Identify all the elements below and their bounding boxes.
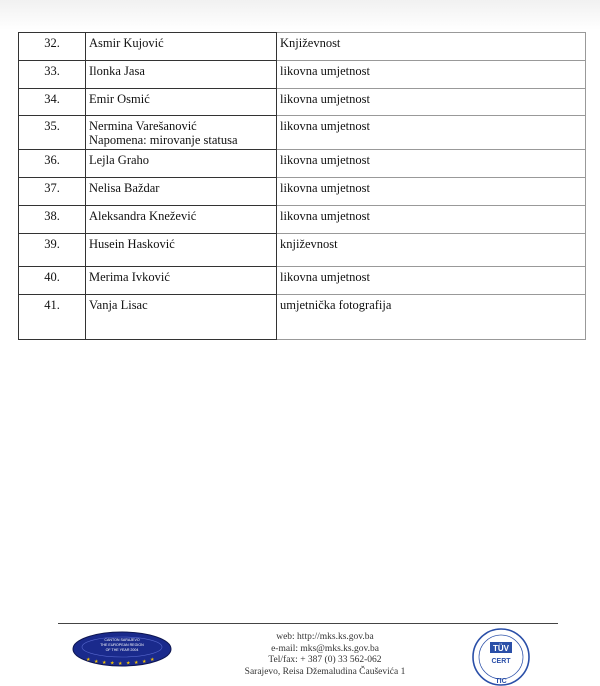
table-row	[19, 116, 586, 150]
svg-text:TÜV: TÜV	[493, 644, 509, 653]
table-row	[19, 150, 586, 178]
svg-text:★: ★	[142, 659, 147, 665]
svg-text:★: ★	[118, 661, 123, 667]
table-row	[19, 33, 586, 61]
member-field: Književnost	[277, 33, 586, 61]
member-name: Husein Hasković	[86, 234, 277, 267]
member-name: Ilonka Jasa	[86, 61, 277, 89]
row-number: 37.	[19, 178, 86, 206]
table-row	[19, 267, 586, 295]
members-table	[18, 32, 586, 340]
row-number: 39.	[19, 234, 86, 267]
page-top-edge	[0, 0, 600, 30]
row-number: 32.	[19, 33, 86, 61]
svg-text:★: ★	[94, 659, 99, 665]
member-name: Asmir Kujović	[86, 33, 277, 61]
member-field: likovna umjetnost	[277, 178, 586, 206]
row-number: 41.	[19, 295, 86, 340]
tuv-certification-seal-logo	[470, 626, 532, 686]
member-name: Lejla Graho	[86, 150, 277, 178]
member-field: likovna umjetnost	[277, 89, 586, 116]
footer-contact-block	[210, 632, 440, 678]
svg-text:★: ★	[150, 657, 155, 663]
row-number: 38.	[19, 206, 86, 234]
member-name-with-note	[86, 116, 277, 150]
member-field: likovna umjetnost	[277, 61, 586, 89]
svg-text:CANTON SARAJEVO: CANTON SARAJEVO	[104, 638, 140, 642]
member-note: Napomena: mirovanje statusa	[89, 133, 238, 147]
row-number: 40.	[19, 267, 86, 295]
member-field: likovna umjetnost	[277, 116, 586, 150]
member-field: likovna umjetnost	[277, 150, 586, 178]
svg-text:★: ★	[102, 660, 107, 666]
table-row	[19, 234, 586, 267]
row-number: 35.	[19, 116, 86, 150]
svg-text:★: ★	[134, 660, 139, 666]
row-number: 36.	[19, 150, 86, 178]
row-number: 33.	[19, 61, 86, 89]
canton-sarajevo-emblem-logo	[72, 630, 172, 668]
member-field: likovna umjetnost	[277, 206, 586, 234]
member-field: književnost	[277, 234, 586, 267]
svg-text:TIC: TIC	[495, 678, 507, 685]
svg-text:OF THE YEAR 2004: OF THE YEAR 2004	[105, 648, 139, 652]
footer-email: e-mail: mks@mks.ks.gov.ba	[271, 643, 379, 654]
footer-web: web: http://mks.ks.gov.ba	[276, 632, 374, 642]
member-name: Merima Ivković	[86, 267, 277, 295]
footer-phone: Tel/fax: + 387 (0) 33 562-062	[268, 655, 382, 665]
svg-text:★: ★	[86, 657, 91, 663]
table-row	[19, 89, 586, 116]
member-field: umjetnička fotografija	[277, 295, 586, 340]
member-name: Aleksandra Knežević	[86, 206, 277, 234]
table-row	[19, 61, 586, 89]
member-name: Emir Osmić	[86, 89, 277, 116]
table-row	[19, 206, 586, 234]
row-number: 34.	[19, 89, 86, 116]
svg-text:THE EUROPEAN REGION: THE EUROPEAN REGION	[100, 643, 144, 647]
table-row	[19, 295, 586, 340]
svg-text:★: ★	[126, 660, 131, 667]
member-name: Vanja Lisac	[86, 295, 277, 340]
svg-text:CERT: CERT	[491, 658, 511, 665]
footer-address: Sarajevo, Reisa Džemaludina Čauševića 1	[244, 666, 406, 677]
member-name: Nermina Varešanović	[89, 119, 197, 133]
svg-text:★: ★	[110, 660, 115, 667]
member-field: likovna umjetnost	[277, 267, 586, 295]
footer-divider	[58, 623, 558, 624]
member-name: Nelisa Baždar	[86, 178, 277, 206]
table-row	[19, 178, 586, 206]
